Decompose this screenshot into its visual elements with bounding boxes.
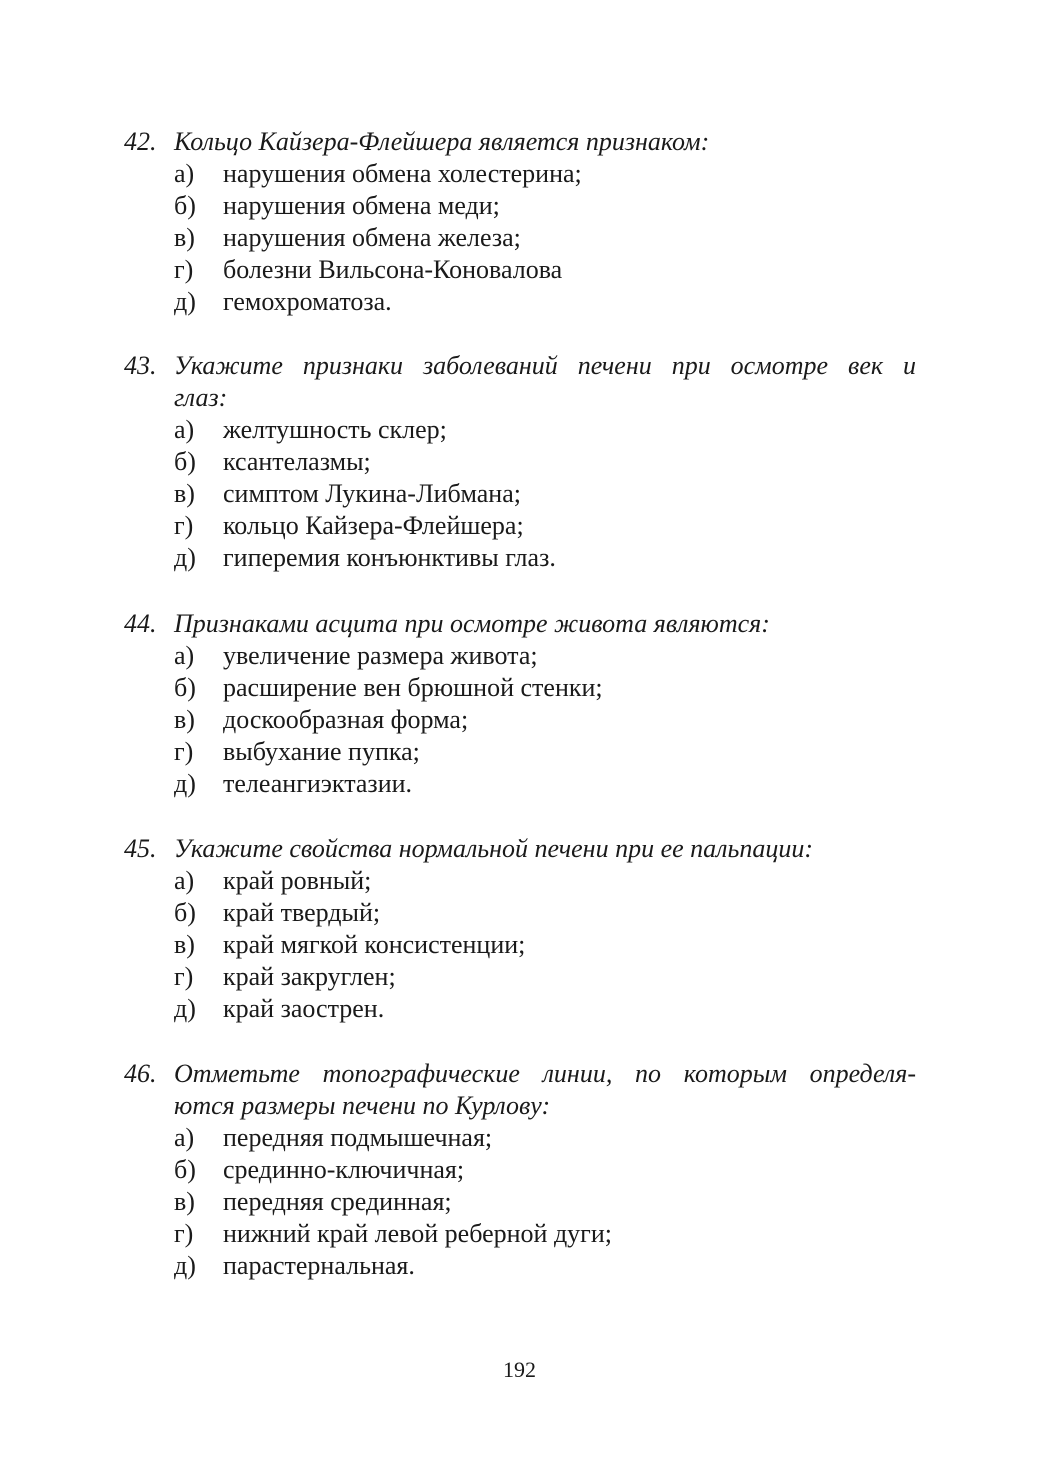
question-text: Кольцо Кайзера-Флейшера является признаком: [174, 127, 710, 156]
option-text: срединно-ключичная; [223, 1155, 465, 1184]
question-text: Признаками асцита при осмотре живота являются: [174, 609, 770, 638]
answer-option [174, 1186, 916, 1218]
answer-option [174, 640, 916, 672]
option-text: кольцо Кайзера-Флейшера; [223, 511, 524, 540]
question-number: 46. [124, 1059, 157, 1088]
answer-options [174, 1122, 916, 1282]
option-letter: в) [174, 930, 195, 959]
option-text: передняя подмышечная; [223, 1123, 493, 1152]
answer-option [174, 254, 916, 286]
option-text: доскообразная форма; [223, 705, 469, 734]
answer-option [174, 1122, 916, 1154]
option-text: край заострен. [223, 994, 385, 1023]
answer-option [174, 961, 916, 993]
option-letter: а) [174, 641, 195, 670]
question-number: 43. [124, 351, 157, 380]
question-44 [124, 608, 916, 800]
option-text: нарушения обмена холестерина; [223, 159, 582, 188]
answer-option [174, 768, 916, 800]
answer-option [174, 158, 916, 190]
option-text: передняя срединная; [223, 1187, 452, 1216]
option-text: край мягкой консистенции; [223, 930, 526, 959]
question-heading [124, 833, 916, 865]
answer-option [174, 1154, 916, 1186]
answer-option [174, 286, 916, 318]
option-text: нарушения обмена железа; [223, 223, 521, 252]
answer-option [174, 478, 916, 510]
option-letter: г) [174, 1219, 194, 1248]
answer-option [174, 510, 916, 542]
option-letter: д) [174, 543, 196, 572]
answer-option [174, 414, 916, 446]
option-text: край закруглен; [223, 962, 396, 991]
option-letter: б) [174, 447, 196, 476]
option-text: нарушения обмена меди; [223, 191, 500, 220]
option-text: телеангиэктазии. [223, 769, 413, 798]
option-text: нижний край левой реберной дуги; [223, 1219, 612, 1248]
option-text: расширение вен брюшной стенки; [223, 673, 603, 702]
question-number: 44. [124, 609, 157, 638]
answer-option [174, 993, 916, 1025]
option-letter: а) [174, 159, 195, 188]
question-text-line-2: глаз: [174, 383, 228, 412]
answer-option [174, 1218, 916, 1250]
option-text: увеличение размера живота; [223, 641, 538, 670]
answer-option [174, 736, 916, 768]
answer-option [174, 704, 916, 736]
option-text: желтушность склер; [223, 415, 447, 444]
question-46 [124, 1058, 916, 1282]
question-number: 42. [124, 127, 157, 156]
answer-option [174, 446, 916, 478]
option-letter: б) [174, 673, 196, 702]
option-letter: в) [174, 1187, 195, 1216]
question-heading [124, 1058, 916, 1122]
answer-options [174, 414, 916, 574]
option-letter: г) [174, 255, 194, 284]
option-text: парастернальная. [223, 1251, 415, 1280]
option-letter: б) [174, 1155, 196, 1184]
question-heading [124, 126, 916, 158]
question-text: Укажите свойства нормальной печени при ее пальпации: [174, 834, 813, 863]
answer-option [174, 222, 916, 254]
option-letter: в) [174, 705, 195, 734]
option-letter: а) [174, 415, 195, 444]
option-text: болезни Вильсона-Коновалова [223, 255, 563, 284]
question-number: 45. [124, 834, 157, 863]
option-letter: д) [174, 769, 196, 798]
option-letter: б) [174, 191, 196, 220]
answer-option [174, 190, 916, 222]
option-letter: г) [174, 737, 194, 766]
option-letter: г) [174, 962, 194, 991]
question-text-line-2: ются размеры печени по Курлову: [174, 1091, 551, 1120]
option-letter: г) [174, 511, 194, 540]
question-heading [124, 350, 916, 414]
option-text: выбухание пупка; [223, 737, 420, 766]
answer-option [174, 1250, 916, 1282]
option-text: край твердый; [223, 898, 381, 927]
question-text-line-1: Укажите признаки заболеваний печени при осмотре век и [174, 351, 916, 380]
option-letter: в) [174, 223, 195, 252]
page-number: 192 [503, 1357, 536, 1382]
question-text [174, 350, 916, 414]
answer-option [174, 542, 916, 574]
option-letter: в) [174, 479, 195, 508]
option-letter: а) [174, 866, 195, 895]
answer-options [174, 158, 916, 318]
question-45 [124, 833, 916, 1025]
option-text: край ровный; [223, 866, 372, 895]
question-42 [124, 126, 916, 318]
question-heading [124, 608, 916, 640]
answer-option [174, 672, 916, 704]
option-letter: б) [174, 898, 196, 927]
option-letter: д) [174, 1251, 196, 1280]
option-text: симптом Лукина-Либмана; [223, 479, 521, 508]
option-text: ксантелазмы; [223, 447, 371, 476]
question-text-line-1: Отметьте топографические линии, по которым определя- [174, 1059, 916, 1088]
option-letter: а) [174, 1123, 195, 1152]
question-text [174, 1058, 916, 1122]
answer-options [174, 640, 916, 800]
option-letter: д) [174, 287, 196, 316]
answer-option [174, 929, 916, 961]
answer-option [174, 865, 916, 897]
answer-option [174, 897, 916, 929]
question-43 [124, 350, 916, 574]
option-letter: д) [174, 994, 196, 1023]
option-text: гемохроматоза. [223, 287, 392, 316]
option-text: гиперемия конъюнктивы глаз. [223, 543, 556, 572]
answer-options [174, 865, 916, 1025]
